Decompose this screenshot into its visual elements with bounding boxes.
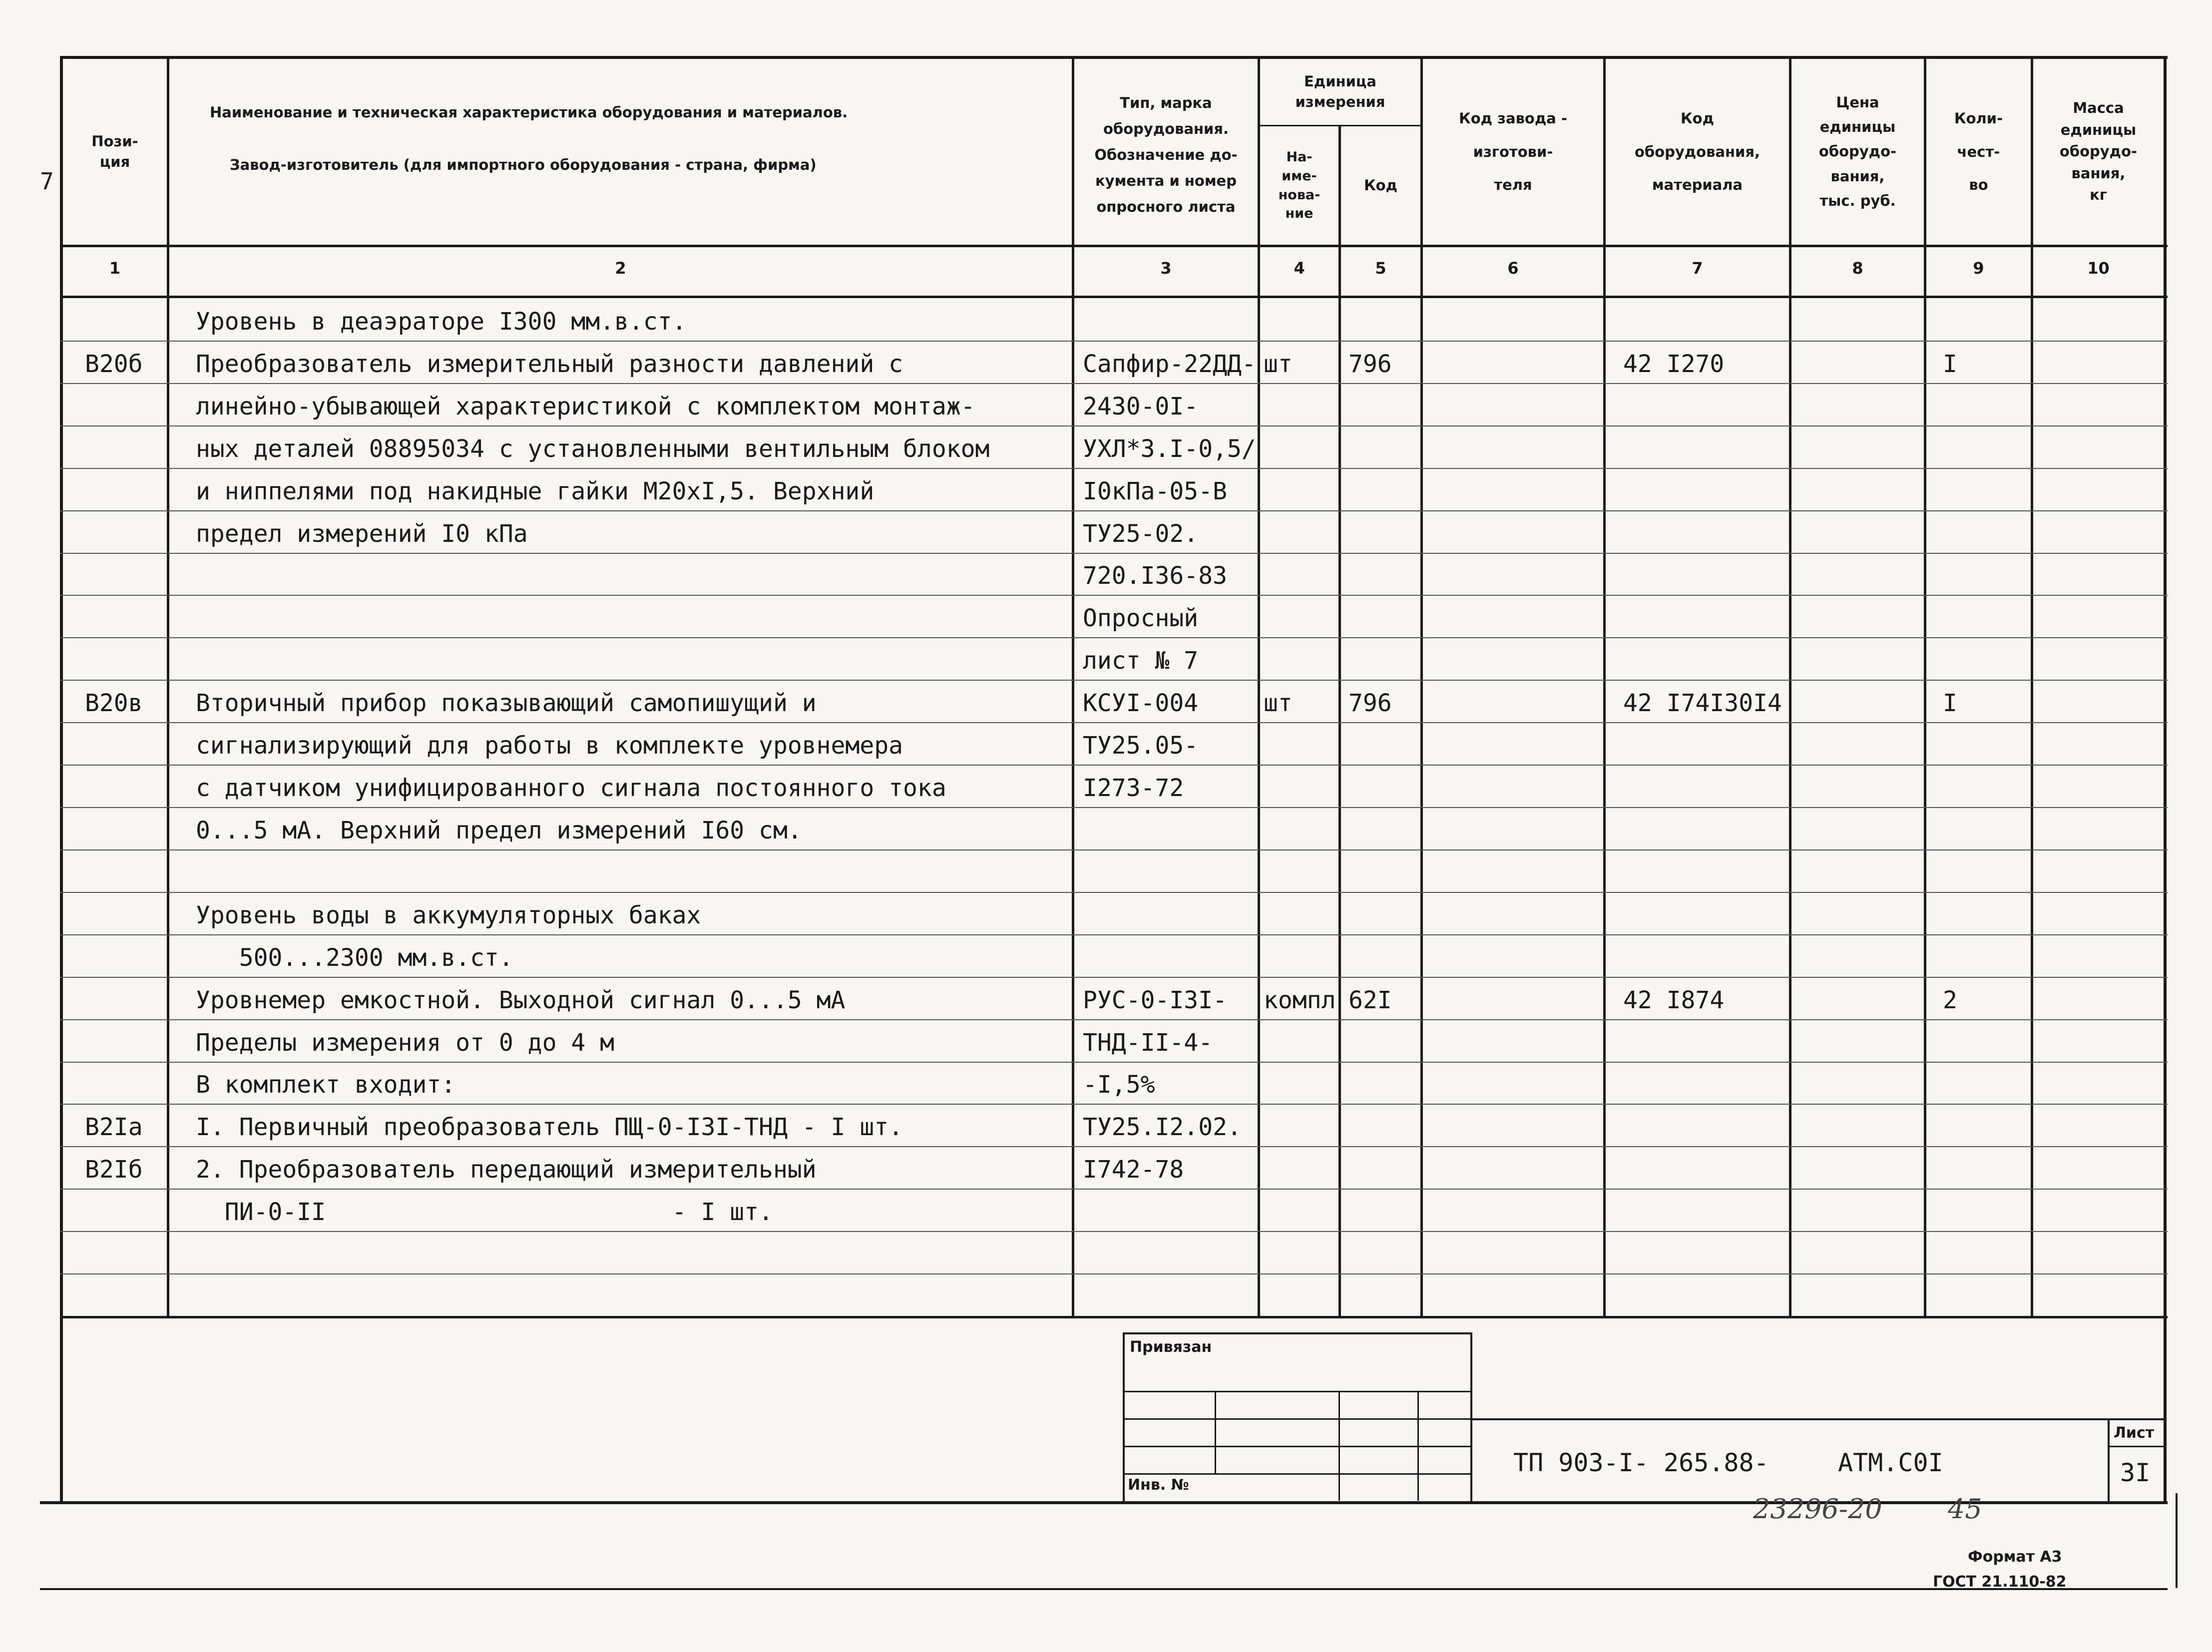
- row-separator: [60, 849, 2168, 850]
- row-cell-name: Уровнемер емкостной. Выходной сигнал 0...5 мА: [196, 986, 846, 1014]
- stamp-box-left: [1123, 1332, 1125, 1502]
- inv-no-label: Инв. №: [1128, 1476, 1189, 1494]
- row-cell-name: Пределы измерения от 0 до 4 м: [196, 1029, 615, 1057]
- col-line-8: [1924, 56, 1926, 1318]
- colnum-1: 1: [109, 259, 121, 278]
- row-cell-name: ПИ-0-II - I шт.: [196, 1198, 773, 1226]
- row-cell-name: Преобразователь измерительный разности давлений с: [196, 350, 903, 378]
- row-cell-type: РУС-0-I3I-: [1083, 986, 1227, 1014]
- row-cell-name: Уровень воды в аккумуляторных баках: [196, 901, 701, 929]
- colnum-6: 6: [1507, 259, 1519, 278]
- row-cell-equip-code: 42 I270: [1623, 350, 1725, 378]
- col-line-2: [1072, 56, 1074, 1318]
- col-line-7: [1789, 56, 1791, 1318]
- row-cell-code: 796: [1348, 689, 1392, 717]
- row-cell-type: ТУ25.05-: [1083, 732, 1199, 760]
- header-unit-code: Код: [1363, 177, 1398, 194]
- stamp-box-col1: [1215, 1391, 1216, 1473]
- header-factory-code: Код завода - изготови- теля: [1459, 109, 1567, 194]
- row-separator: [60, 468, 2168, 469]
- stamp-box-row1: [1123, 1391, 1472, 1392]
- row-cell-name: ных деталей 08895034 с установленными вентильным блоком: [196, 435, 990, 463]
- gost-label: ГОСТ 21.110-82: [1933, 1573, 2067, 1591]
- row-separator: [60, 595, 2168, 596]
- document-code: ТП 903-I- 265.88-: [1513, 1448, 1769, 1477]
- handwritten-number: 23296-20: [1753, 1493, 1882, 1525]
- row-separator: [60, 807, 2168, 808]
- doc-box-top: [1472, 1418, 2167, 1420]
- row-cell-pos: В2Iа: [85, 1113, 143, 1141]
- header-bottom: [60, 245, 2168, 247]
- row-separator: [60, 977, 2168, 978]
- header-name-line2: Завод-изготовитель (для импортного оборудования - страна, фирма): [230, 156, 817, 173]
- header-quantity: Коли- чест- во: [1954, 109, 2003, 194]
- header-equipment-code: Код оборудования, материала: [1634, 109, 1761, 194]
- row-cell-name: 0...5 мА. Верхний предел измерений I60 см.: [196, 817, 802, 844]
- row-cell-type: ТНД-II-4-: [1083, 1029, 1213, 1057]
- colnum-2: 2: [615, 259, 626, 278]
- row-cell-name: I. Первичный преобразователь ПЩ-0-I3I-ТНД - I шт.: [196, 1113, 903, 1141]
- row-cell-type: I0кПа-05-В: [1083, 477, 1227, 505]
- row-cell-type: Опросный: [1083, 604, 1199, 632]
- row-cell-type: ТУ25-02.: [1083, 520, 1199, 548]
- row-separator: [60, 1062, 2168, 1063]
- row-cell-type: I273-72: [1083, 774, 1184, 802]
- col-line-6: [1603, 56, 1606, 1318]
- header-unit-name: На- име- нова- ние: [1278, 149, 1321, 222]
- row-cell-pos: В2Iб: [85, 1156, 143, 1184]
- row-separator: [60, 553, 2168, 554]
- row-cell-name: с датчиком унифицированного сигнала постоянного тока: [196, 774, 946, 802]
- row-cell-qty: 2: [1943, 986, 1957, 1014]
- row-cell-name: В комплект входит:: [196, 1071, 456, 1099]
- stamp-box-top: [1123, 1332, 1472, 1334]
- colnum-4: 4: [1294, 259, 1305, 278]
- row-separator: [60, 341, 2168, 342]
- colnum-9: 9: [1973, 259, 1984, 278]
- handwritten-page: 45: [1948, 1493, 1982, 1525]
- row-cell-type: лист № 7: [1083, 647, 1199, 675]
- col-line-3: [1258, 56, 1260, 1318]
- row-cell-type: 720.I36-83: [1083, 562, 1227, 590]
- col-line-9: [2031, 56, 2033, 1318]
- col-line-5: [1420, 56, 1423, 1318]
- header-price: Цена единицы оборудо- вания, тыс. руб.: [1818, 93, 1897, 209]
- row-separator: [60, 1273, 2168, 1274]
- stamp-box-col2: [1338, 1391, 1340, 1501]
- row-separator: [60, 383, 2168, 384]
- row-cell-name: 500...2300 мм.в.ст.: [196, 944, 513, 972]
- sheet-box-left: [2108, 1418, 2110, 1503]
- stamp-box-row4: [1123, 1473, 1472, 1475]
- row-cell-type: 2430-0I-: [1083, 393, 1199, 420]
- col-line-1: [167, 56, 169, 1318]
- row-cell-pos: В20в: [85, 689, 143, 717]
- row-cell-name: линейно-убывающей характеристикой с комплектом монтаж-: [196, 393, 975, 420]
- row-cell-equip-code: 42 I74I30I4: [1623, 689, 1782, 717]
- colnum-bottom: [60, 296, 2168, 298]
- format-label: Формат А3: [1968, 1548, 2062, 1566]
- sheet-box-mid: [2108, 1446, 2167, 1447]
- sheet-label: Лист: [2114, 1424, 2155, 1442]
- row-cell-name: 2. Преобразователь передающий измерительный: [196, 1156, 817, 1184]
- row-cell-qty: I: [1943, 689, 1957, 717]
- row-cell-name: предел измерений I0 кПа: [196, 520, 528, 548]
- row-cell-type: УХЛ*3.I-0,5/: [1083, 435, 1256, 463]
- row-cell-type: -I,5%: [1083, 1071, 1155, 1099]
- row-cell-type: I742-78: [1083, 1156, 1184, 1184]
- header-name-line1: Наименование и техническая характеристика оборудования и материалов.: [210, 103, 848, 121]
- row-separator: [60, 1019, 2168, 1020]
- row-cell-unit: компл: [1264, 986, 1336, 1014]
- header-position: Пози- ция: [91, 133, 138, 170]
- table-bottom: [60, 1316, 2168, 1318]
- row-separator: [60, 934, 2168, 935]
- header-type: Тип, марка оборудования. Обозначение до- кумента и номер опросного листа: [1094, 94, 1238, 216]
- colnum-7: 7: [1692, 259, 1703, 278]
- row-cell-type: КСУI-004: [1083, 689, 1199, 717]
- row-separator: [60, 892, 2168, 893]
- stamp-box-col3: [1417, 1391, 1419, 1501]
- sheet-number: 3I: [2120, 1458, 2151, 1487]
- privyazan-label: Привязан: [1130, 1338, 1212, 1356]
- row-cell-name: сигнализирующий для работы в комплекте уровнемера: [196, 732, 903, 760]
- stamp-box-row2: [1123, 1418, 1472, 1420]
- row-cell-name: Уровень в деаэраторе I300 мм.в.ст.: [196, 308, 687, 336]
- header-unit-group-title: Единица измерения: [1295, 73, 1385, 110]
- row-separator: [60, 510, 2168, 511]
- colnum-10: 10: [2087, 259, 2110, 278]
- outer-bottom-rule: [40, 1588, 2168, 1590]
- row-cell-equip-code: 42 I874: [1623, 986, 1725, 1014]
- row-separator: [60, 1189, 2168, 1190]
- row-separator: [60, 1231, 2168, 1232]
- row-separator: [60, 680, 2168, 681]
- row-cell-name: Вторичный прибор показывающий самопишущий и: [196, 689, 817, 717]
- row-separator: [60, 765, 2168, 766]
- colnum-5: 5: [1375, 259, 1386, 278]
- header-mass: Масса единицы оборудо- вания, кг: [2059, 99, 2138, 204]
- document-mark: АТМ.С0I: [1838, 1448, 1943, 1477]
- row-cell-qty: I: [1943, 350, 1957, 378]
- row-separator: [60, 1146, 2168, 1147]
- row-cell-unit: шт: [1264, 689, 1293, 717]
- colnum-8: 8: [1852, 259, 1863, 278]
- row-cell-name: и ниппелями под накидные гайки М20хI,5. Верхний: [196, 477, 875, 505]
- stamp-box-right: [1470, 1332, 1472, 1502]
- outer-right-rule: [2176, 1493, 2178, 1588]
- frame-right: [2164, 56, 2167, 1504]
- row-separator: [60, 1104, 2168, 1105]
- row-separator: [60, 425, 2168, 426]
- row-cell-code: 62I: [1348, 986, 1392, 1014]
- margin-mark: 7: [40, 168, 54, 195]
- col-line-4: [1338, 125, 1341, 1318]
- stamp-box-row3: [1123, 1446, 1472, 1447]
- row-separator: [60, 722, 2168, 723]
- row-cell-type: ТУ25.I2.02.: [1083, 1113, 1242, 1141]
- row-cell-unit: шт: [1264, 350, 1293, 378]
- row-cell-pos: В20б: [85, 350, 143, 378]
- colnum-3: 3: [1160, 259, 1172, 278]
- row-cell-code: 796: [1348, 350, 1392, 378]
- row-separator: [60, 637, 2168, 638]
- row-cell-type: Сапфир-22ДД-: [1083, 350, 1256, 378]
